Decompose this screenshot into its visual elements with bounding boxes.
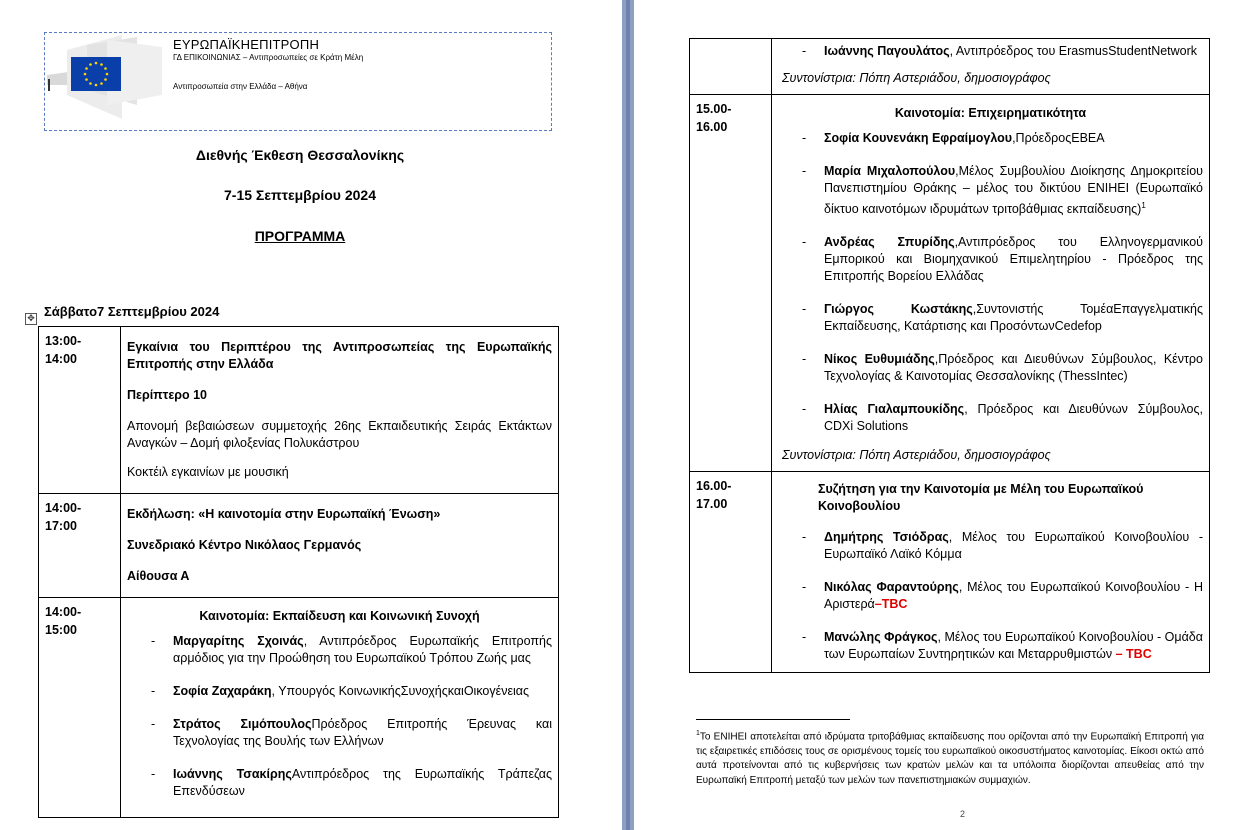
speaker-name: Γιώργος Κωστάκης [824,302,973,317]
list-item [778,401,1203,435]
speaker-name: Σοφία Κουνενάκη Εφραίμογλου [824,131,1013,145]
speaker-role: ,Μέλος Συμβουλίου Διοίκησης Δημοκριτείου Πανεπιστημίου Θράκης – μέλος του δικτύου ENIHEI (Ευρωπαϊκό δίκτυο καινοτόμων ιδρυμάτων τριτοβάθμιας εκπαίδευσης) [824,164,1203,217]
speaker-role: , Πρόεδρος και Διευθύνων Σύμβουλος, CDXi Solutions [824,402,1203,434]
footnote [696,727,1204,788]
letterhead-office: Αντιπροσωπεία στην Ελλάδα – Αθήνα [173,82,308,91]
list-item [778,579,1203,613]
time-cell: 14:00- 15:00 [39,598,121,818]
moderator: Συντονίστρια: Πόπη Αστεριάδου, δημοσιογράφος [782,448,1051,463]
page-separator [622,0,634,830]
list-item [778,529,1203,563]
speaker-name: Νικόλας Φαραντούρης [824,580,959,595]
list-item [778,43,1203,60]
session-cell [121,327,559,494]
time-cell [690,39,772,95]
letterhead-org: ΕΥΡΩΠΑΪΚΗΕΠΙΤΡΟΠΗ [173,37,320,52]
speaker-role: , Μέλος του Ευρωπαϊκού Κοινοβουλίου - Ομάδα των Ευρωπαίων Συντηρητικών και Μεταρρυθμιστών [824,630,1203,662]
time-cell: 16.00- 17.00 [690,472,772,673]
list-item [778,163,1203,218]
session-note: Κοκτέιλ εγκαινίων με μουσική [127,465,289,479]
time-cell: 13:00- 14:00 [39,327,121,494]
speaker-name: Δημήτρης Τσιόδρας [824,530,949,545]
speaker-name: Στράτος Σιμόπουλος [173,717,312,731]
speaker-name: Σοφία Ζαχαράκη [173,684,272,698]
speaker-name: Μαργαρίτης Σχοινάς [173,634,304,648]
table-row [690,95,1210,472]
schedule-table-page1 [38,326,559,818]
session-cell [772,472,1210,673]
speaker-role: ,Αντιπρόεδρος του Ελληνογερμανικού Εμπορικού και Βιομηχανικού Επιμελητηρίου - Πρόεδρος της Επιτροπής Βορείου Ελλάδας [824,235,1203,284]
speaker-name: Ηλίας Γιαλαμπουκίδης [824,402,965,417]
european-commission-logo [47,35,165,119]
session-title: Εγκαίνια του Περιπτέρου της Αντιπροσωπείας της Ευρωπαϊκής Επιτροπής στην Ελλάδα [127,340,552,371]
footnote-text: Το ENIHEI αποτελείται από ιδρύματα τριτοβάθμιας εκπαίδευσης που ορίζονται από την Ευρωπαϊκή Επιτροπή για τις εξαιρετικές επιδόσεις τους σε ορισμένους τομείς του ευρωπαϊκού οικοσυστήματος καινοτομίας. Είκοσι οκτώ από αυτά προτείνονται από τις κυβερνήσεις των κρατών μελών και τα υπόλοιπα διορίζονται απευθείας από την Ευρωπαϊκή Επιτροπή μεταξύ των μελών των πανεπιστημιακών συμμαχιών. [696,731,1204,786]
tbc-badge: – TBC [1115,647,1152,662]
table-row [39,494,559,598]
session-hall: Αίθουσα Α [127,569,190,583]
event-dates: 7-15 Σεπτεμβρίου 2024 [224,187,376,203]
speaker-name: Ιωάννης Παγουλάτος [824,44,950,58]
speaker-role: , Υπουργός ΚοινωνικήςΣυνοχήςκαιΟικογένειας [271,684,530,698]
speaker-role: ,Πρόεδρος και Διευθύνων Σύμβουλος, Κέντρο Τεχνολογίας & Καινοτομίας Θεσσαλονίκης (ThessIntec) [824,352,1203,384]
speaker-name: Μανώλης Φράγκος [824,630,938,645]
table-row [690,472,1210,673]
session-venue: Συνεδριακό Κέντρο Νικόλαος Γερμανός [127,538,362,552]
speaker-role: , Αντιπρόεδρος Ευρωπαϊκής Επιτροπής αρμόδιος για την Προώθηση του Ευρωπαϊκού Τρόπου Ζωής μας [173,634,552,665]
time-cell: 15.00- 16.00 [690,95,772,472]
time-cell: 14:00- 17:00 [39,494,121,598]
list-item [778,629,1203,663]
list-item [778,130,1203,147]
list-item [127,716,552,750]
list-item [127,766,552,800]
session-cell [121,494,559,598]
footnote-marker: 1 [696,730,700,737]
program-heading: ΠΡΟΓΡΑΜΜΑ [254,228,346,244]
list-item [778,351,1203,385]
session-title: Συζήτηση για την Καινοτομία με Μέλη του Ευρωπαϊκού Κοινοβουλίου [818,482,1144,514]
speaker-name: Ανδρέας Σπυρίδης [824,235,955,250]
table-row [690,39,1210,95]
speaker-role: Πρόεδρος Επιτροπής Έρευνας και Τεχνολογίας της Βουλής των Ελλήνων [173,717,552,748]
footnote-reference[interactable]: 1 [1141,201,1146,210]
moderator: Συντονίστρια: Πόπη Αστεριάδου, δημοσιογράφος [782,71,1051,85]
letterhead-directorate: ΓΔ ΕΠΙΚΟΙΝΩΝΙΑΣ – Αντιπροσωπείες σε Κράτη Μέλη [173,53,364,62]
speaker-role: ,Συντονιστής ΤομέαΕπαγγελματικής Εκπαίδευσης, Κατάρτισης και ΠροσόντωνCedefop [824,302,1203,334]
session-description: Απονομή βεβαιώσεων συμμετοχής 26ης Εκπαιδευτικής Σειράς Εκτάκτων Αναγκών – Δομή φιλοξενίας Πολυκάστρου [127,419,552,450]
session-title: Καινοτομία: Επιχειρηματικότητα [894,106,1087,120]
speaker-name: Μαρία Μιχαλοπούλου [824,164,956,178]
session-cell [772,39,1210,95]
session-title: Καινοτομία: Εκπαίδευση και Κοινωνική Συνοχή [199,609,480,623]
page-number: 2 [960,809,966,819]
list-item [127,633,552,667]
table-move-handle-icon[interactable]: ✥ [25,313,37,325]
list-item [778,301,1203,335]
event-title: Διεθνής Έκθεση Θεσσαλονίκης [195,147,405,163]
session-title: Εκδήλωση: «Η καινοτομία στην Ευρωπαϊκή Ένωση» [127,507,441,521]
speaker-name: Νίκος Ευθυμιάδης [824,352,935,367]
footnote-separator [696,719,850,720]
speaker-role: ,ΠρόεδροςΕΒΕΑ [1012,131,1105,145]
speaker-role: Αντιπρόεδρος της Ευρωπαϊκής Τράπεζας Επενδύσεων [173,767,552,798]
tbc-badge: –TBC [874,597,908,612]
speaker-role: , Μέλος του Ευρωπαϊκού Κοινοβουλίου - Η Αριστερά [824,580,1203,612]
session-cell [772,95,1210,472]
document-page-1 [0,0,622,830]
day-heading: Σάββατο7 Σεπτεμβρίου 2024 [44,304,220,319]
list-item [778,234,1203,285]
speaker-role: , Μέλος του Ευρωπαϊκού Κοινοβουλίου - Ευρωπαϊκό Λαϊκό Κόμμα [824,530,1203,562]
list-item [127,683,552,700]
session-cell [121,598,559,818]
table-row [39,327,559,494]
speaker-role: , Αντιπρόεδρος του ErasmusStudentNetwork [949,44,1198,58]
speaker-name: Ιωάννης Τσακίρης [173,767,292,781]
session-location: Περίπτερο 10 [127,388,207,402]
letterhead [44,32,552,131]
schedule-table-page2 [689,38,1210,673]
table-row [39,598,559,818]
